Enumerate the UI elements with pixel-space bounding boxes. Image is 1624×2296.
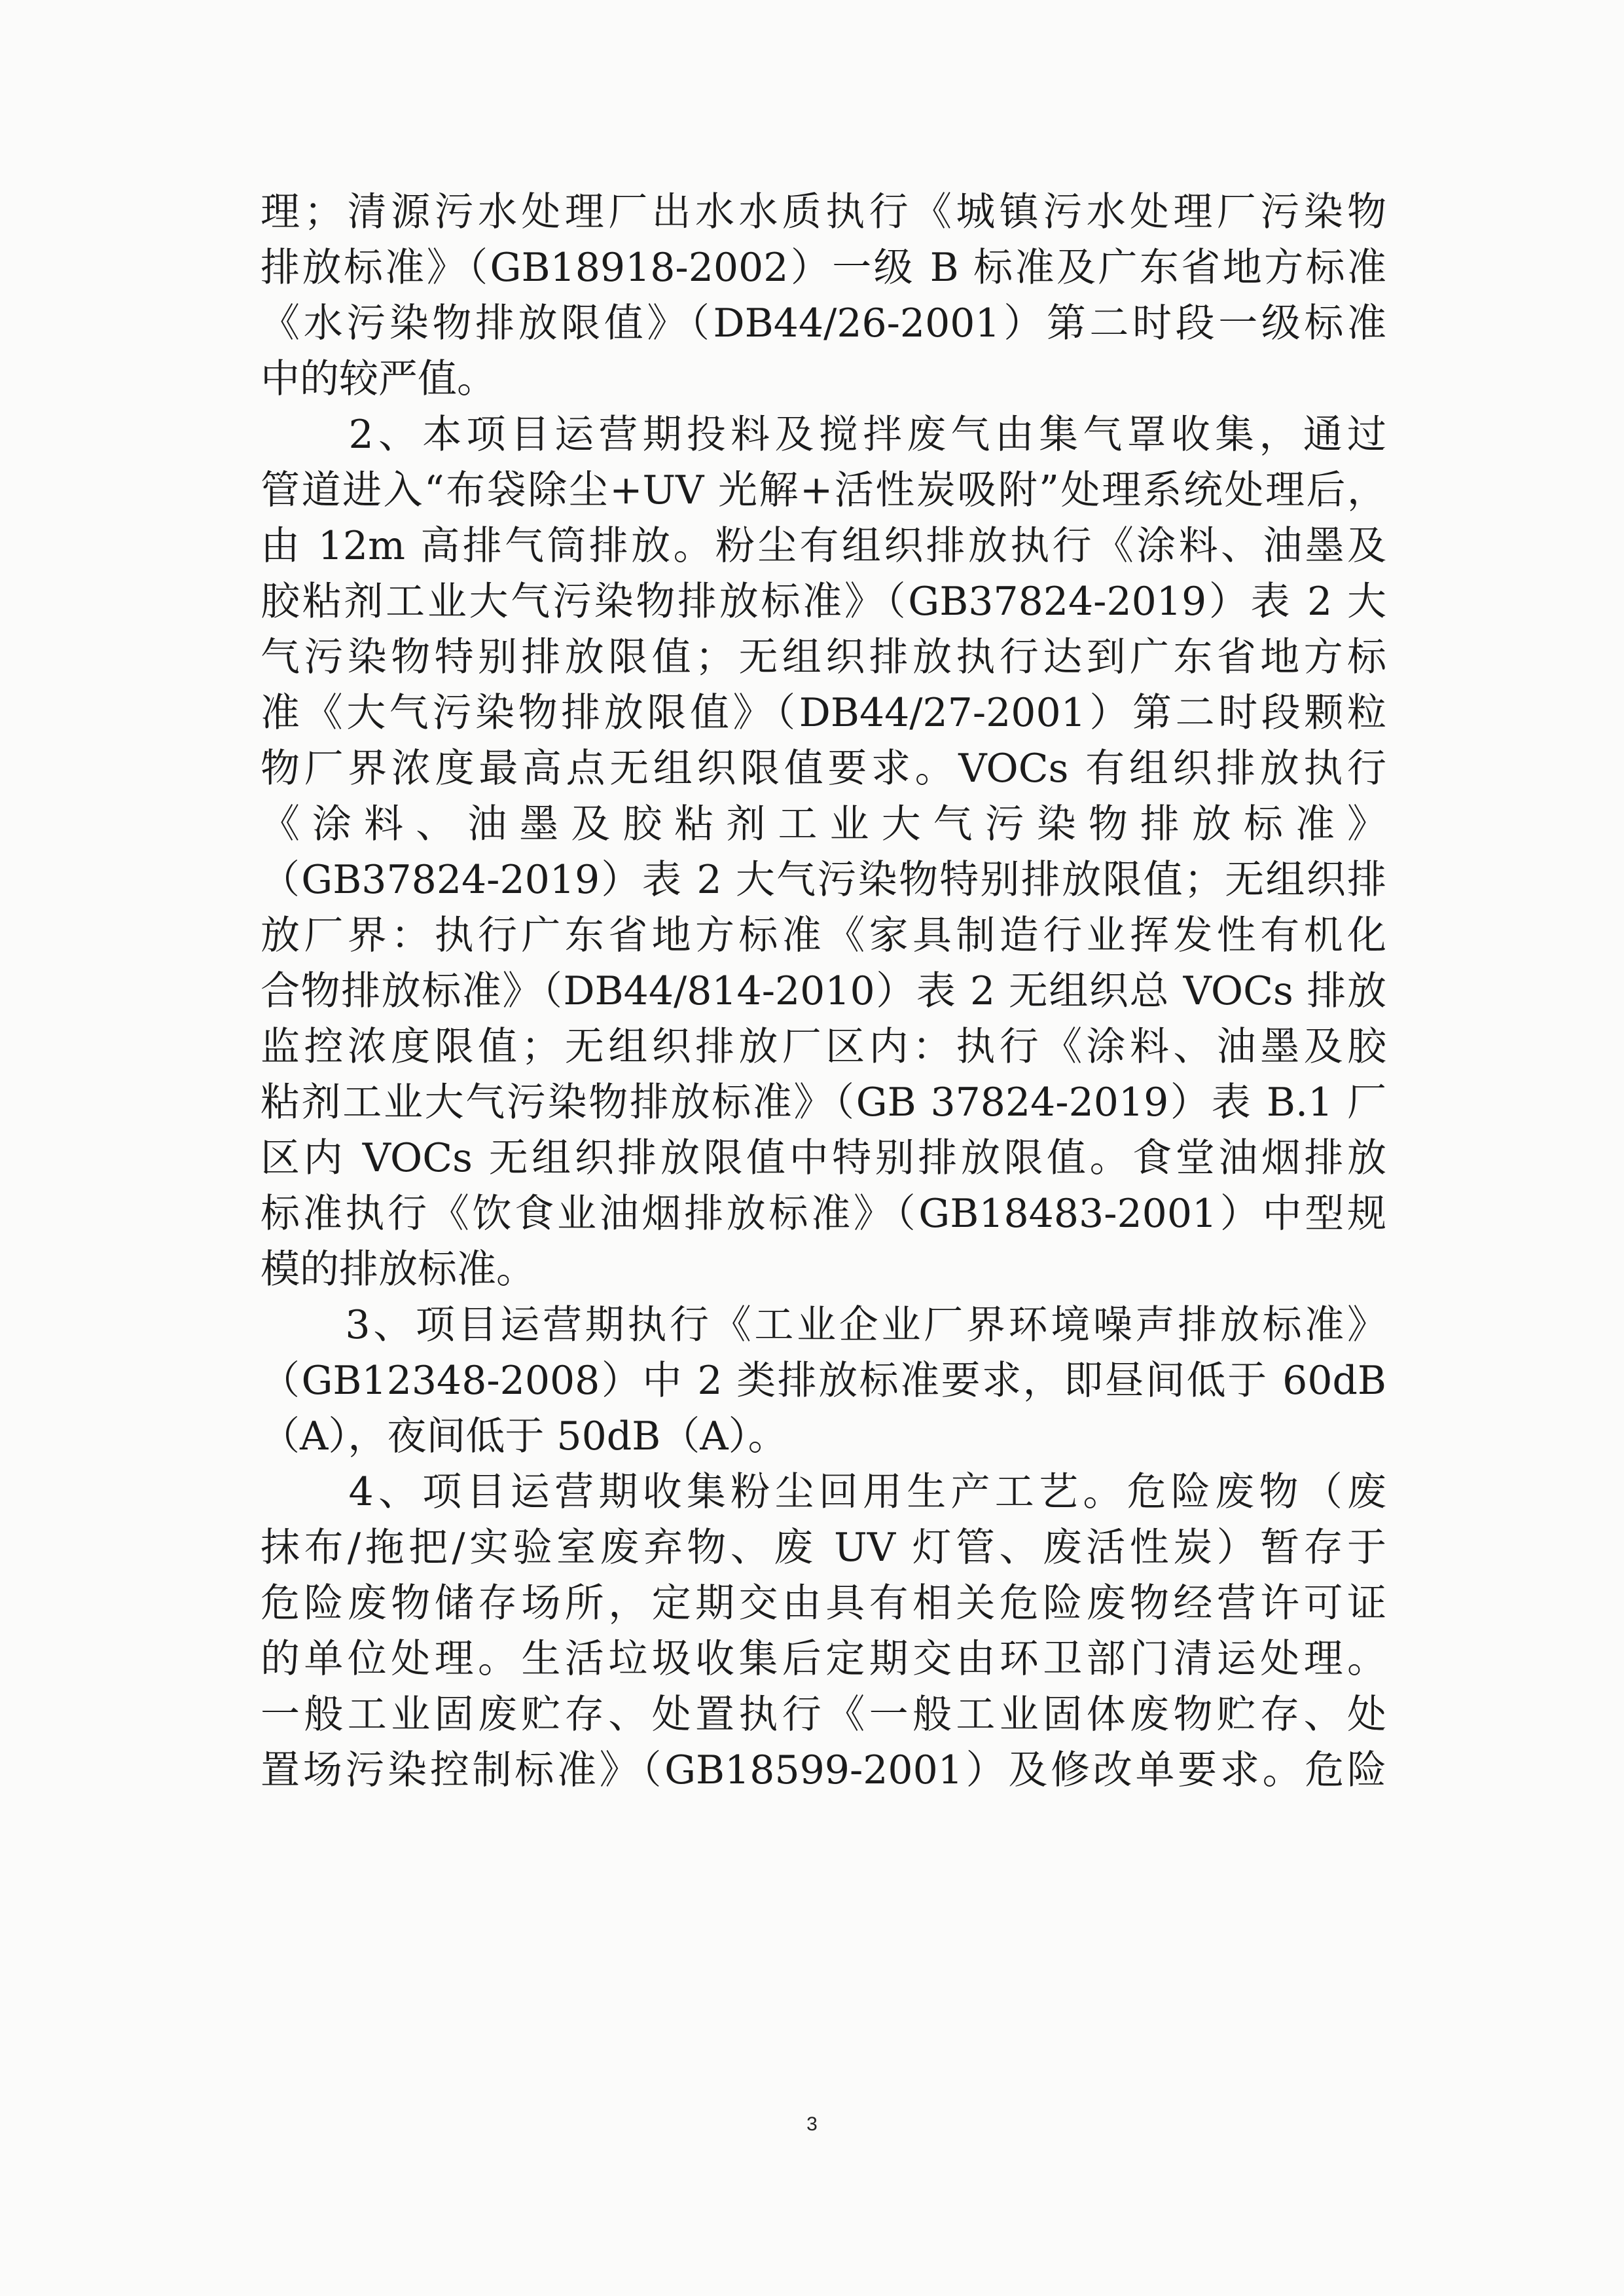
text-line: 胶粘剂工业大气污染物排放标准》（GB37824-2019）表 2 大 [261, 579, 1386, 625]
text-line: 监控浓度限值；无组织排放厂区内：执行《涂料、油墨及胶 [261, 1024, 1386, 1070]
text-line: 《水污染物排放限值》（DB44/26-2001）第二时段一级标准 [261, 301, 1386, 346]
text-line: 理；清源污水处理厂出水水质执行《城镇污水处理厂污染物 [261, 189, 1386, 235]
text-line: 气污染物特别排放限值；无组织排放执行达到广东省地方标 [261, 634, 1386, 680]
text-line: 粘剂工业大气污染物排放标准》（GB 37824-2019）表 B.1 厂 [261, 1080, 1386, 1125]
text-line: 《涂料、油墨及胶粘剂工业大气污染物排放标准》 [261, 801, 1386, 847]
text-line: （A），夜间低于 50dB（A）。 [261, 1413, 787, 1459]
text-line: 放厂界：执行广东省地方标准《家具制造行业挥发性有机化 [261, 913, 1386, 958]
text-line: 由 12m 高排气筒排放。粉尘有组织排放执行《涂料、油墨及 [261, 523, 1386, 569]
text-line: 模的排放标准。 [261, 1247, 535, 1292]
text-line: 排放标准》（GB18918-2002）一级 B 标准及广东省地方标准 [261, 245, 1386, 291]
body-text [261, 185, 1386, 1798]
text-line: 准《大气污染物排放限值》（DB44/27-2001）第二时段颗粒 [261, 690, 1386, 736]
text-line: 合物排放标准》（DB44/814-2010）表 2 无组织总 VOCs 排放 [261, 968, 1386, 1014]
text-line: 标准执行《饮食业油烟排放标准》（GB18483-2001）中型规 [261, 1191, 1386, 1237]
text-line: 危险废物储存场所，定期交由具有相关危险废物经营许可证 [261, 1580, 1386, 1626]
text-line: 区内 VOCs 无组织排放限值中特别排放限值。食堂油烟排放 [261, 1135, 1386, 1181]
text-line: （GB37824-2019）表 2 大气污染物特别排放限值；无组织排 [261, 857, 1386, 903]
text-line: 中的较严值。 [261, 356, 496, 402]
text-line: 的单位处理。生活垃圾收集后定期交由环卫部门清运处理。 [261, 1636, 1386, 1682]
text-line: 2、本项目运营期投料及搅拌废气由集气罩收集，通过 [261, 412, 1386, 458]
text-line: 3、项目运营期执行《工业企业厂界环境噪声排放标准》 [261, 1302, 1386, 1348]
text-line: （GB12348-2008）中 2 类排放标准要求，即昼间低于 60dB [261, 1358, 1386, 1404]
text-line: 置场污染控制标准》（GB18599-2001）及修改单要求。危险 [261, 1747, 1386, 1793]
text-line: 一般工业固废贮存、处置执行《一般工业固体废物贮存、处 [261, 1692, 1386, 1738]
text-line: 物厂界浓度最高点无组织限值要求。VOCs 有组织排放执行 [261, 746, 1386, 792]
text-line: 管道进入“布袋除尘+UV 光解+活性炭吸附”处理系统处理后， [261, 467, 1386, 513]
text-line: 4、项目运营期收集粉尘回用生产工艺。危险废物（废 [261, 1469, 1386, 1515]
text-line: 抹布/拖把/实验室废弃物、废 UV 灯管、废活性炭）暂存于 [261, 1525, 1386, 1571]
page-number: 3 [806, 2113, 818, 2135]
